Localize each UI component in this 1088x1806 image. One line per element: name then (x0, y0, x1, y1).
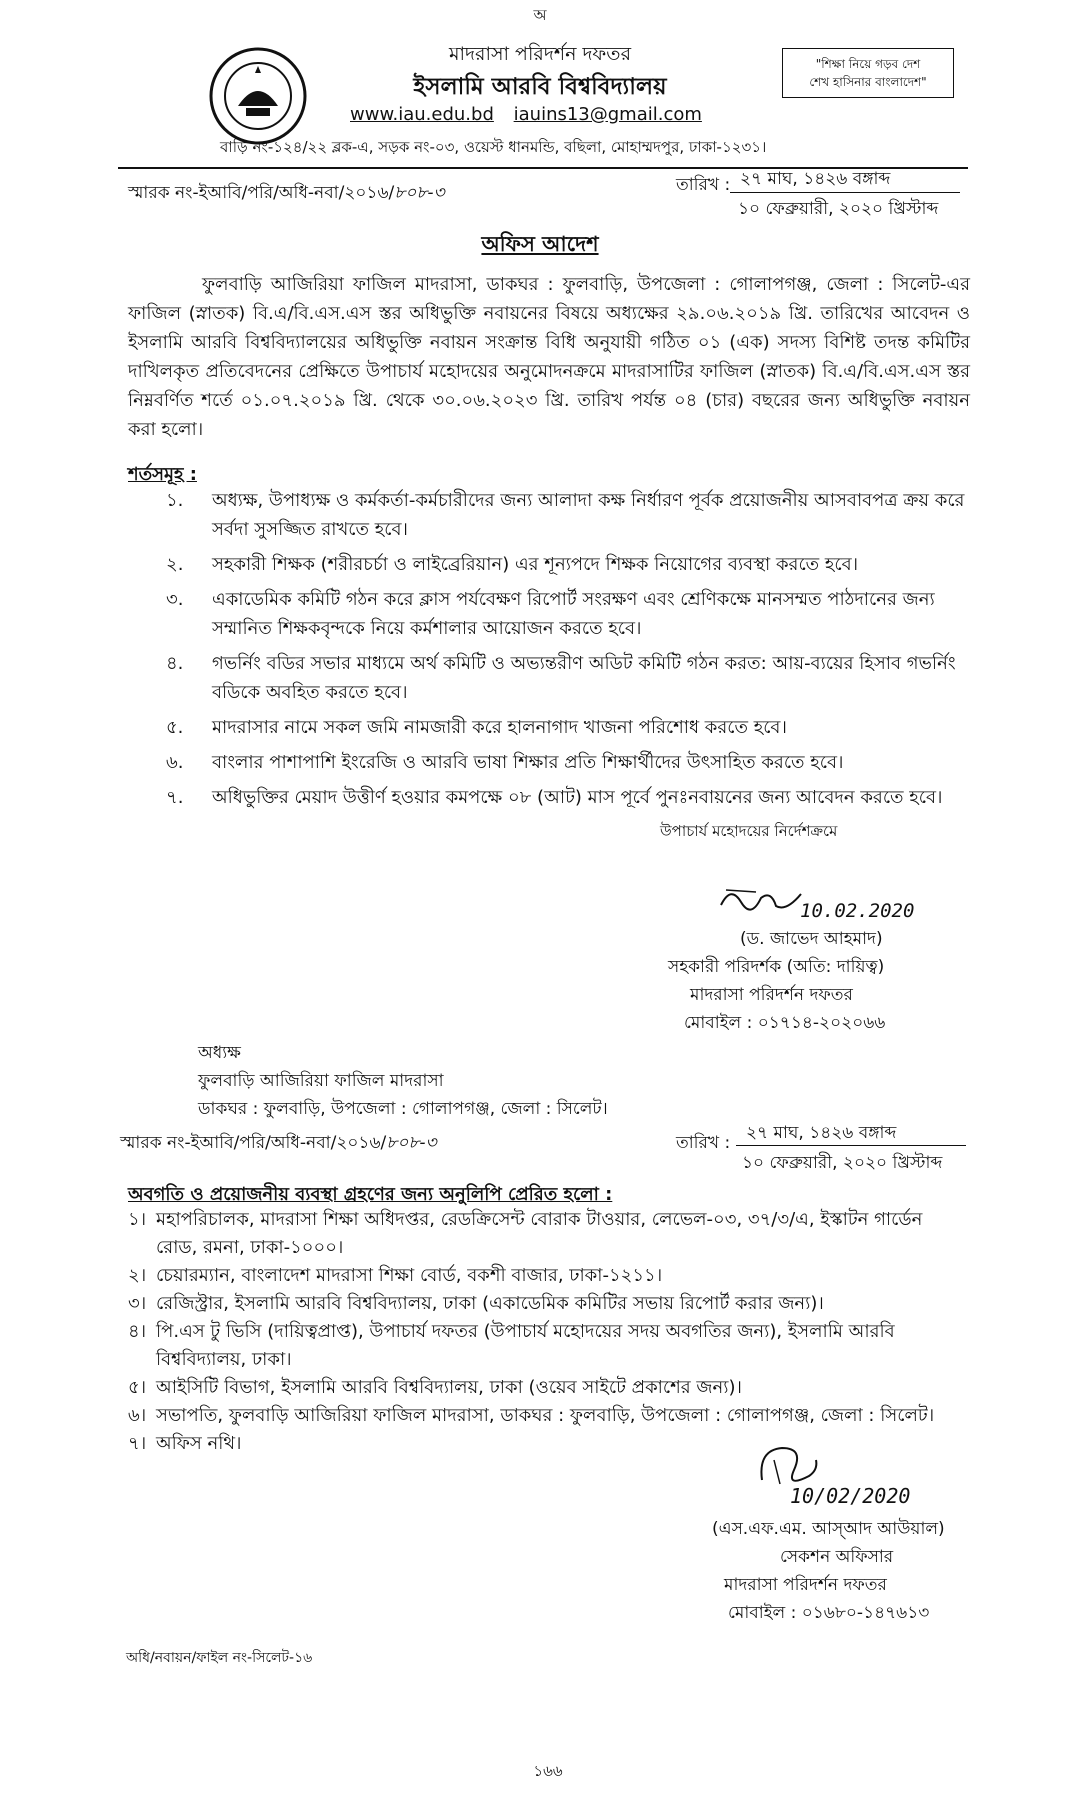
office-name: মাদরাসা পরিদর্শন দফতর (448, 43, 632, 65)
memo-ref-number: ইআবি/পরি/অধি-নবা/২০১৬/ (198, 183, 395, 203)
signature1-mobile: মোবাইল : ০১৭১৪-২০২০৬৬ (684, 1013, 886, 1033)
date-divider (730, 192, 960, 193)
condition-item: ১. অধ্যক্ষ, উপাধ্যক্ষ ও কর্মকর্তা-কর্মচারীদের জন্য আলাদা কক্ষ নির্ধারণ পূর্বক প্রয়োজনীয় আসবাবপত্র ক্রয় করে সর্বদা সুসজ্জিত রাখতে হবে। (166, 490, 965, 540)
condition-item: ২. সহকারী শিক্ষক (শরীরচর্চা ও লাইব্রেরিয়ান) এর শূন্যপদে শিক্ষক নিয়োগের ব্যবস্থা করতে হবে। (166, 554, 859, 575)
copy-item: ৩। রেজিস্ট্রার, ইসলামি আরবি বিশ্ববিদ্যালয়, ঢাকা (একাডেমিক কমিটির সভায় রিপোর্ট করার জন্য)। (128, 1293, 824, 1314)
copies-heading: অবগতি ও প্রয়োজনীয় ব্যবস্থা গ্রহণের জন্য অনুলিপি প্রেরিত হলো : (128, 1184, 613, 1205)
signature1-scribble (716, 880, 806, 920)
date2-divider (736, 1145, 966, 1146)
signature2-mobile: মোবাইল : ০১৬৮০-১৪৭৬১৩ (728, 1603, 930, 1623)
conditions-list (166, 486, 966, 818)
memo2-date-label: তারিখ : (676, 1133, 731, 1153)
condition-item: ৪. গভর্নিং বডির সভার মাধ্যমে অর্থ কমিটি ও অভ্যন্তরীণ অডিট কমিটি গঠন করত: আয়-ব্যয়ের হিসাব গভর্নিং বডিকে অবহিত করতে হবে। (166, 653, 956, 703)
copies-list (128, 1206, 966, 1458)
signature2-date: 10/02/2020 (790, 1484, 911, 1508)
page-number: ১৬৬ (533, 1762, 563, 1780)
signature1-name: (ড. জাভেদ আহমাদ) (740, 929, 883, 949)
university-logo (208, 46, 308, 146)
signature2-office: মাদরাসা পরিদর্শন দফতর (724, 1575, 887, 1595)
signature2-designation: সেকশন অফিসার (780, 1547, 894, 1567)
signature1-designation: সহকারী পরিদর্শক (অতি: দায়িত্ব) (668, 957, 885, 977)
website-link[interactable]: www.iau.edu.bd (350, 104, 494, 125)
condition-item: ৭. অধিভুক্তির মেয়াদ উত্তীর্ণ হওয়ার কমপক্ষে ০৮ (আট) মাস পূর্বে পুনঃনবায়নের জন্য আবেদন করতে হবে। (166, 787, 943, 808)
memo2-ref-label: স্মারক নং- (120, 1133, 191, 1153)
condition-item: ৩. একাডেমিক কমিটি গঠন করে ক্লাস পর্যবেক্ষণ রিপোর্ট সংরক্ষণ এবং শ্রেণিকক্ষে মানসম্মত পাঠদানের জন্য সম্মানিত শিক্ষকবৃন্দকে নিয়ে কর্মশালার আয়োজন করতে হবে। (166, 589, 935, 639)
slogan-line-2: শেখ হাসিনার বাংলাদেশ" (809, 75, 927, 89)
signature1-office: মাদরাসা পরিদর্শন দফতর (690, 985, 853, 1005)
condition-item: ৬. বাংলার পাশাপাশি ইংরেজি ও আরবি ভাষা শিক্ষার প্রতি শিক্ষার্থীদের উৎসাহিত করতে হবে। (166, 752, 844, 773)
condition-item: ৫. মাদরাসার নামে সকল জমি নামজারী করে হালনাগাদ খাজনা পরিশোধ করতে হবে। (166, 717, 787, 738)
conditions-heading: শর্তসমূহ : (128, 464, 197, 485)
memo-ref-label: স্মারক নং- (128, 183, 199, 203)
logo-emblem-icon (208, 46, 308, 146)
body-paragraph: ফুলবাড়ি আজিরিয়া ফাজিল মাদরাসা, ডাকঘর : ফুলবাড়ি, উপজেলা : গোলাপগঞ্জ, জেলা : সিলেট-এর ফাজিল (স্নাতক) বি.এ/বি.এস.এস স্তর অধিভুক্তি নবায়নের বিষয়ে অধ্যক্ষের ২৯.০৬.২০১৯ খ্রি. তারিখের আবেদন ও ইসলামি আরবি বিশ্ববিদ্যালয়ের অধিভুক্তি নবায়ন সংক্রান্ত বিধি অনুযায়ী গঠিত ০১ (এক) সদস্য বিশিষ্ট তদন্ত কমিটির দাখিলকৃত প্রতিবেদনের প্রেক্ষিতে উপাচার্য মহোদয়ের অনুমোদনক্রমে মাদরাসাটির ফাজিল (স্নাতক) বি.এ/বি.এস.এস স্তর নিম্নবর্ণিত শর্তে ০১.০৭.২০১৯ খ্রি. থেকে ৩০.০৬.২০২৩ খ্রি. তারিখ পর্যন্ত ০৪ (চার) বছরের জন্য অধিভুক্তি নবায়ন করা হলো। (128, 274, 970, 440)
memo2-ref (120, 1130, 437, 1158)
signature1-date: 10.02.2020 (800, 900, 915, 922)
university-name: ইসলামি আরবি বিশ্ববিদ্যালয় (413, 74, 667, 100)
copy-item: ৪। পি.এস টু ভিসি (দায়িত্বপ্রাপ্ত), উপাচার্য দফতর (উপাচার্য মহোদয়ের সদয় অবগতির জন্য), ইসলামি আরবি বিশ্ববিদ্যালয়, ঢাকা। (128, 1321, 895, 1370)
memo2-date-english: ১০ ফেব্রুয়ারী, ২০২০ খ্রিস্টাব্দ (742, 1153, 943, 1173)
handwritten-signature-icon (716, 880, 806, 920)
memo2-ref-handwritten: ৮০৮-৩ (386, 1133, 437, 1153)
office-address: বাড়ি নং-১২৪/২২ ব্লক-এ, সড়ক নং-০৩, ওয়েস্ট ধানমন্ডি, বছিলা, মোহাম্মদপুর, ঢাকা-১২৩১। (220, 138, 767, 156)
slogan-box (782, 48, 954, 98)
copy-item: ৭। অফিস নথি। (128, 1433, 242, 1454)
memo-date-english: ১০ ফেব্রুয়ারী, ২০২০ খ্রিস্টাব্দ (738, 199, 939, 219)
memo-ref (128, 180, 445, 208)
signature2-name: (এস.এফ.এম. আস্‌আদ আউয়াল) (712, 1519, 945, 1539)
memo-ref-handwritten: ৮০৮-৩ (394, 183, 445, 203)
page-title: অফিস আদেশ (481, 232, 599, 256)
recipient-name: ফুলবাড়ি আজিরিয়া ফাজিল মাদরাসা (198, 1071, 444, 1091)
file-reference: অধি/নবায়ন/ফাইল নং-সিলেট-১৬ (126, 1650, 313, 1666)
memo2-date-bangla: ২৭ মাঘ, ১৪২৬ বঙ্গাব্দ (746, 1123, 897, 1143)
recipient-address: ডাকঘর : ফুলবাড়ি, উপজেলা : গোলাপগঞ্জ, জেলা : সিলেট। (198, 1099, 608, 1119)
email-link[interactable]: iauins13@gmail.com (513, 104, 702, 125)
signature1-instruction: উপাচার্য মহোদয়ের নির্দেশক্রমে (660, 822, 838, 840)
copy-item: ৫। আইসিটি বিভাগ, ইসলামি আরবি বিশ্ববিদ্যালয়, ঢাকা (ওয়েব সাইটে প্রকাশের জন্য)। (128, 1377, 742, 1398)
contact-line (350, 104, 770, 125)
slogan-line-1: "শিক্ষা নিয়ে গড়ব দেশ (815, 57, 921, 71)
memo-date-label: তারিখ : (676, 175, 731, 195)
copy-item: ২। চেয়ারম্যান, বাংলাদেশ মাদরাসা শিক্ষা বোর্ড, বকশী বাজার, ঢাকা-১২১১। (128, 1265, 663, 1286)
top-mark: অ (533, 6, 547, 24)
copy-item: ৬। সভাপতি, ফুলবাড়ি আজিরিয়া ফাজিল মাদরাসা, ডাকঘর : ফুলবাড়ি, উপজেলা : গোলাপগঞ্জ, জেলা : সিলেট। (128, 1405, 935, 1426)
recipient-title: অধ্যক্ষ (198, 1043, 241, 1063)
copy-item: ১। মহাপরিচালক, মাদরাসা শিক্ষা অধিদপ্তর, রেডক্রিসেন্ট বোরাক টাওয়ার, লেভেল-০৩, ৩৭/৩/এ, ইস্কাটন গার্ডেন রোড, রমনা, ঢাকা-১০০০। (128, 1209, 923, 1258)
memo-date-bangla: ২৭ মাঘ, ১৪২৬ বঙ্গাব্দ (740, 169, 891, 189)
memo2-ref-number: ইআবি/পরি/অধি-নবা/২০১৬/ (190, 1133, 387, 1153)
